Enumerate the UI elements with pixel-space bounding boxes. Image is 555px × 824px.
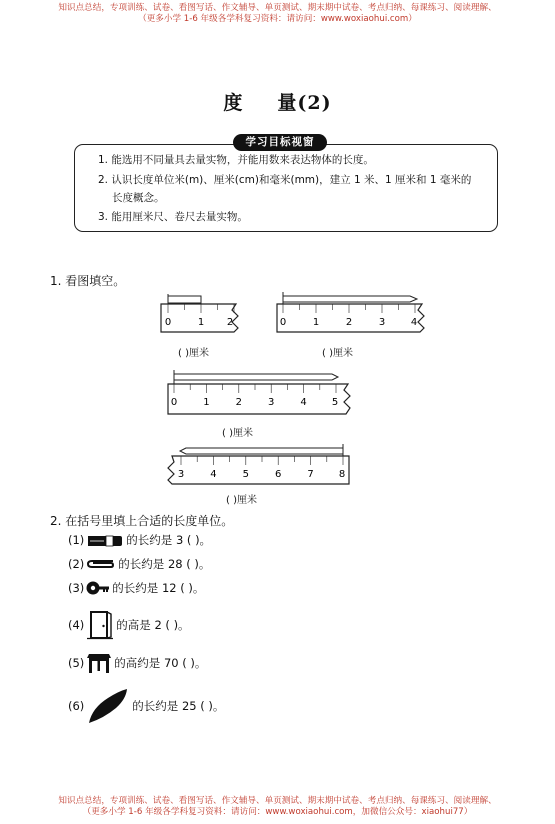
q2-item-2 bbox=[68, 556, 210, 572]
goal-item-1: 1. 能选用不同量具去量实物，并能用数来表达物体的长度。 bbox=[98, 154, 374, 166]
paperclip-icon bbox=[86, 557, 116, 571]
ruler-1-tick-label: 0 bbox=[164, 317, 172, 328]
q2-item-number: (1) bbox=[68, 533, 85, 547]
ruler-3-object bbox=[174, 374, 338, 380]
q2-item-number: (6) bbox=[68, 699, 85, 713]
q2-item-number: (4) bbox=[68, 618, 85, 632]
ruler-4-tick-label: 4 bbox=[210, 469, 217, 480]
q2-item-4 bbox=[68, 610, 190, 640]
ruler-4 bbox=[160, 442, 354, 488]
ruler-4-object bbox=[180, 448, 343, 454]
ruler-3 bbox=[164, 368, 356, 418]
ruler-4-answer: ( )厘米 bbox=[226, 495, 257, 506]
header-banner-line1: 知识点总结，专项训练、试卷、看图写话、作文辅导、单页测试、期末期中试卷、考点归纳、每课练习、阅读理解、 bbox=[58, 3, 497, 13]
door-icon bbox=[86, 610, 114, 640]
ruler-2-object bbox=[283, 296, 417, 302]
goal-item-2: 2. 认识长度单位米(m)、厘米(cm)和毫米(mm)，建立 1 米、1 厘米和 1 毫米的 bbox=[98, 174, 472, 186]
goal-item-2-continued: 长度概念。 bbox=[112, 192, 165, 204]
ruler-3-tick-label: 3 bbox=[268, 397, 275, 408]
q2-item-text: 的高是 2 ( )。 bbox=[116, 618, 190, 632]
ruler-1-tick-label: 2 bbox=[226, 317, 234, 328]
q2-item-text: 的长约是 28 ( )。 bbox=[118, 557, 211, 571]
ruler-3-body bbox=[168, 384, 350, 414]
ruler-2-tick-label: 3 bbox=[378, 317, 386, 328]
q2-item-3 bbox=[68, 579, 204, 597]
page-title bbox=[0, 88, 555, 115]
q2-item-6 bbox=[68, 686, 224, 726]
leaf-icon bbox=[86, 686, 130, 726]
ruler-1-answer: ( )厘米 bbox=[178, 348, 209, 359]
ruler-3-answer: ( )厘米 bbox=[222, 428, 253, 439]
goal-item-3: 3. 能用厘米尺、卷尺去量实物。 bbox=[98, 211, 248, 223]
ruler-4-tick-label: 5 bbox=[242, 469, 249, 480]
q2-item-number: (5) bbox=[68, 656, 85, 670]
ruler-4-tick-label: 7 bbox=[307, 469, 314, 480]
q2-item-number: (2) bbox=[68, 557, 85, 571]
ruler-3-tick-label: 0 bbox=[170, 397, 178, 408]
ruler-2-tick-label: 4 bbox=[410, 317, 418, 328]
ruler-3-tick-label: 5 bbox=[331, 397, 339, 408]
eraser-icon bbox=[86, 533, 124, 547]
q2-item-text: 的长约是 3 ( )。 bbox=[126, 533, 212, 547]
ruler-2 bbox=[274, 290, 432, 336]
key-icon bbox=[86, 579, 110, 597]
ruler-3-tick-label: 4 bbox=[300, 397, 307, 408]
ruler-4-tick-label: 3 bbox=[177, 469, 185, 480]
ruler-2-tick-label: 0 bbox=[279, 317, 287, 328]
ruler-4-tick-label: 8 bbox=[338, 469, 346, 480]
footer-banner-line1: 知识点总结，专项训练、试卷、看图写话、作文辅导、单页测试、期末期中试卷、考点归纳、每课练习、阅读理解、 bbox=[58, 796, 497, 806]
ruler-2-tick-label: 2 bbox=[345, 317, 353, 328]
question-2-title: 2. 在括号里填上合适的长度单位。 bbox=[50, 514, 234, 528]
q2-item-1 bbox=[68, 532, 211, 548]
ruler-1 bbox=[158, 292, 250, 336]
q2-item-text: 的长约是 25 ( )。 bbox=[132, 699, 225, 713]
ruler-2-answer: ( )厘米 bbox=[322, 348, 353, 359]
footer-banner-line2: （更多小学 1-6 年级各学科复习资料：请访问：www.woxiaohui.com，加微信公众号：xiaohui77） bbox=[82, 807, 473, 817]
header-banner-line2: （更多小学 1-6 年级各学科复习资料：请访问：www.woxiaohui.com） bbox=[138, 14, 417, 24]
header-banner bbox=[0, 3, 555, 25]
footer-banner bbox=[0, 796, 555, 818]
q2-item-number: (3) bbox=[68, 581, 85, 595]
title-part1: 度 bbox=[223, 92, 244, 114]
question-1-title: 1. 看图填空。 bbox=[50, 274, 126, 288]
ruler-3-tick-label: 2 bbox=[235, 397, 242, 408]
ruler-2-tick-label: 1 bbox=[312, 317, 320, 328]
learning-goals-label: 学习目标视窗 bbox=[233, 134, 327, 151]
ruler-3-tick-label: 1 bbox=[203, 397, 210, 408]
ruler-4-tick-label: 6 bbox=[275, 469, 282, 480]
q2-item-5 bbox=[68, 651, 206, 675]
ruler-1-object bbox=[168, 296, 201, 303]
ruler-4-body bbox=[168, 456, 349, 484]
q2-item-text: 的高约是 70 ( )。 bbox=[114, 656, 207, 670]
q2-item-text: 的长约是 12 ( )。 bbox=[112, 581, 205, 595]
ruler-1-tick-label: 1 bbox=[197, 317, 205, 328]
title-part2: 量(2) bbox=[277, 92, 332, 114]
stool-icon bbox=[86, 651, 112, 675]
